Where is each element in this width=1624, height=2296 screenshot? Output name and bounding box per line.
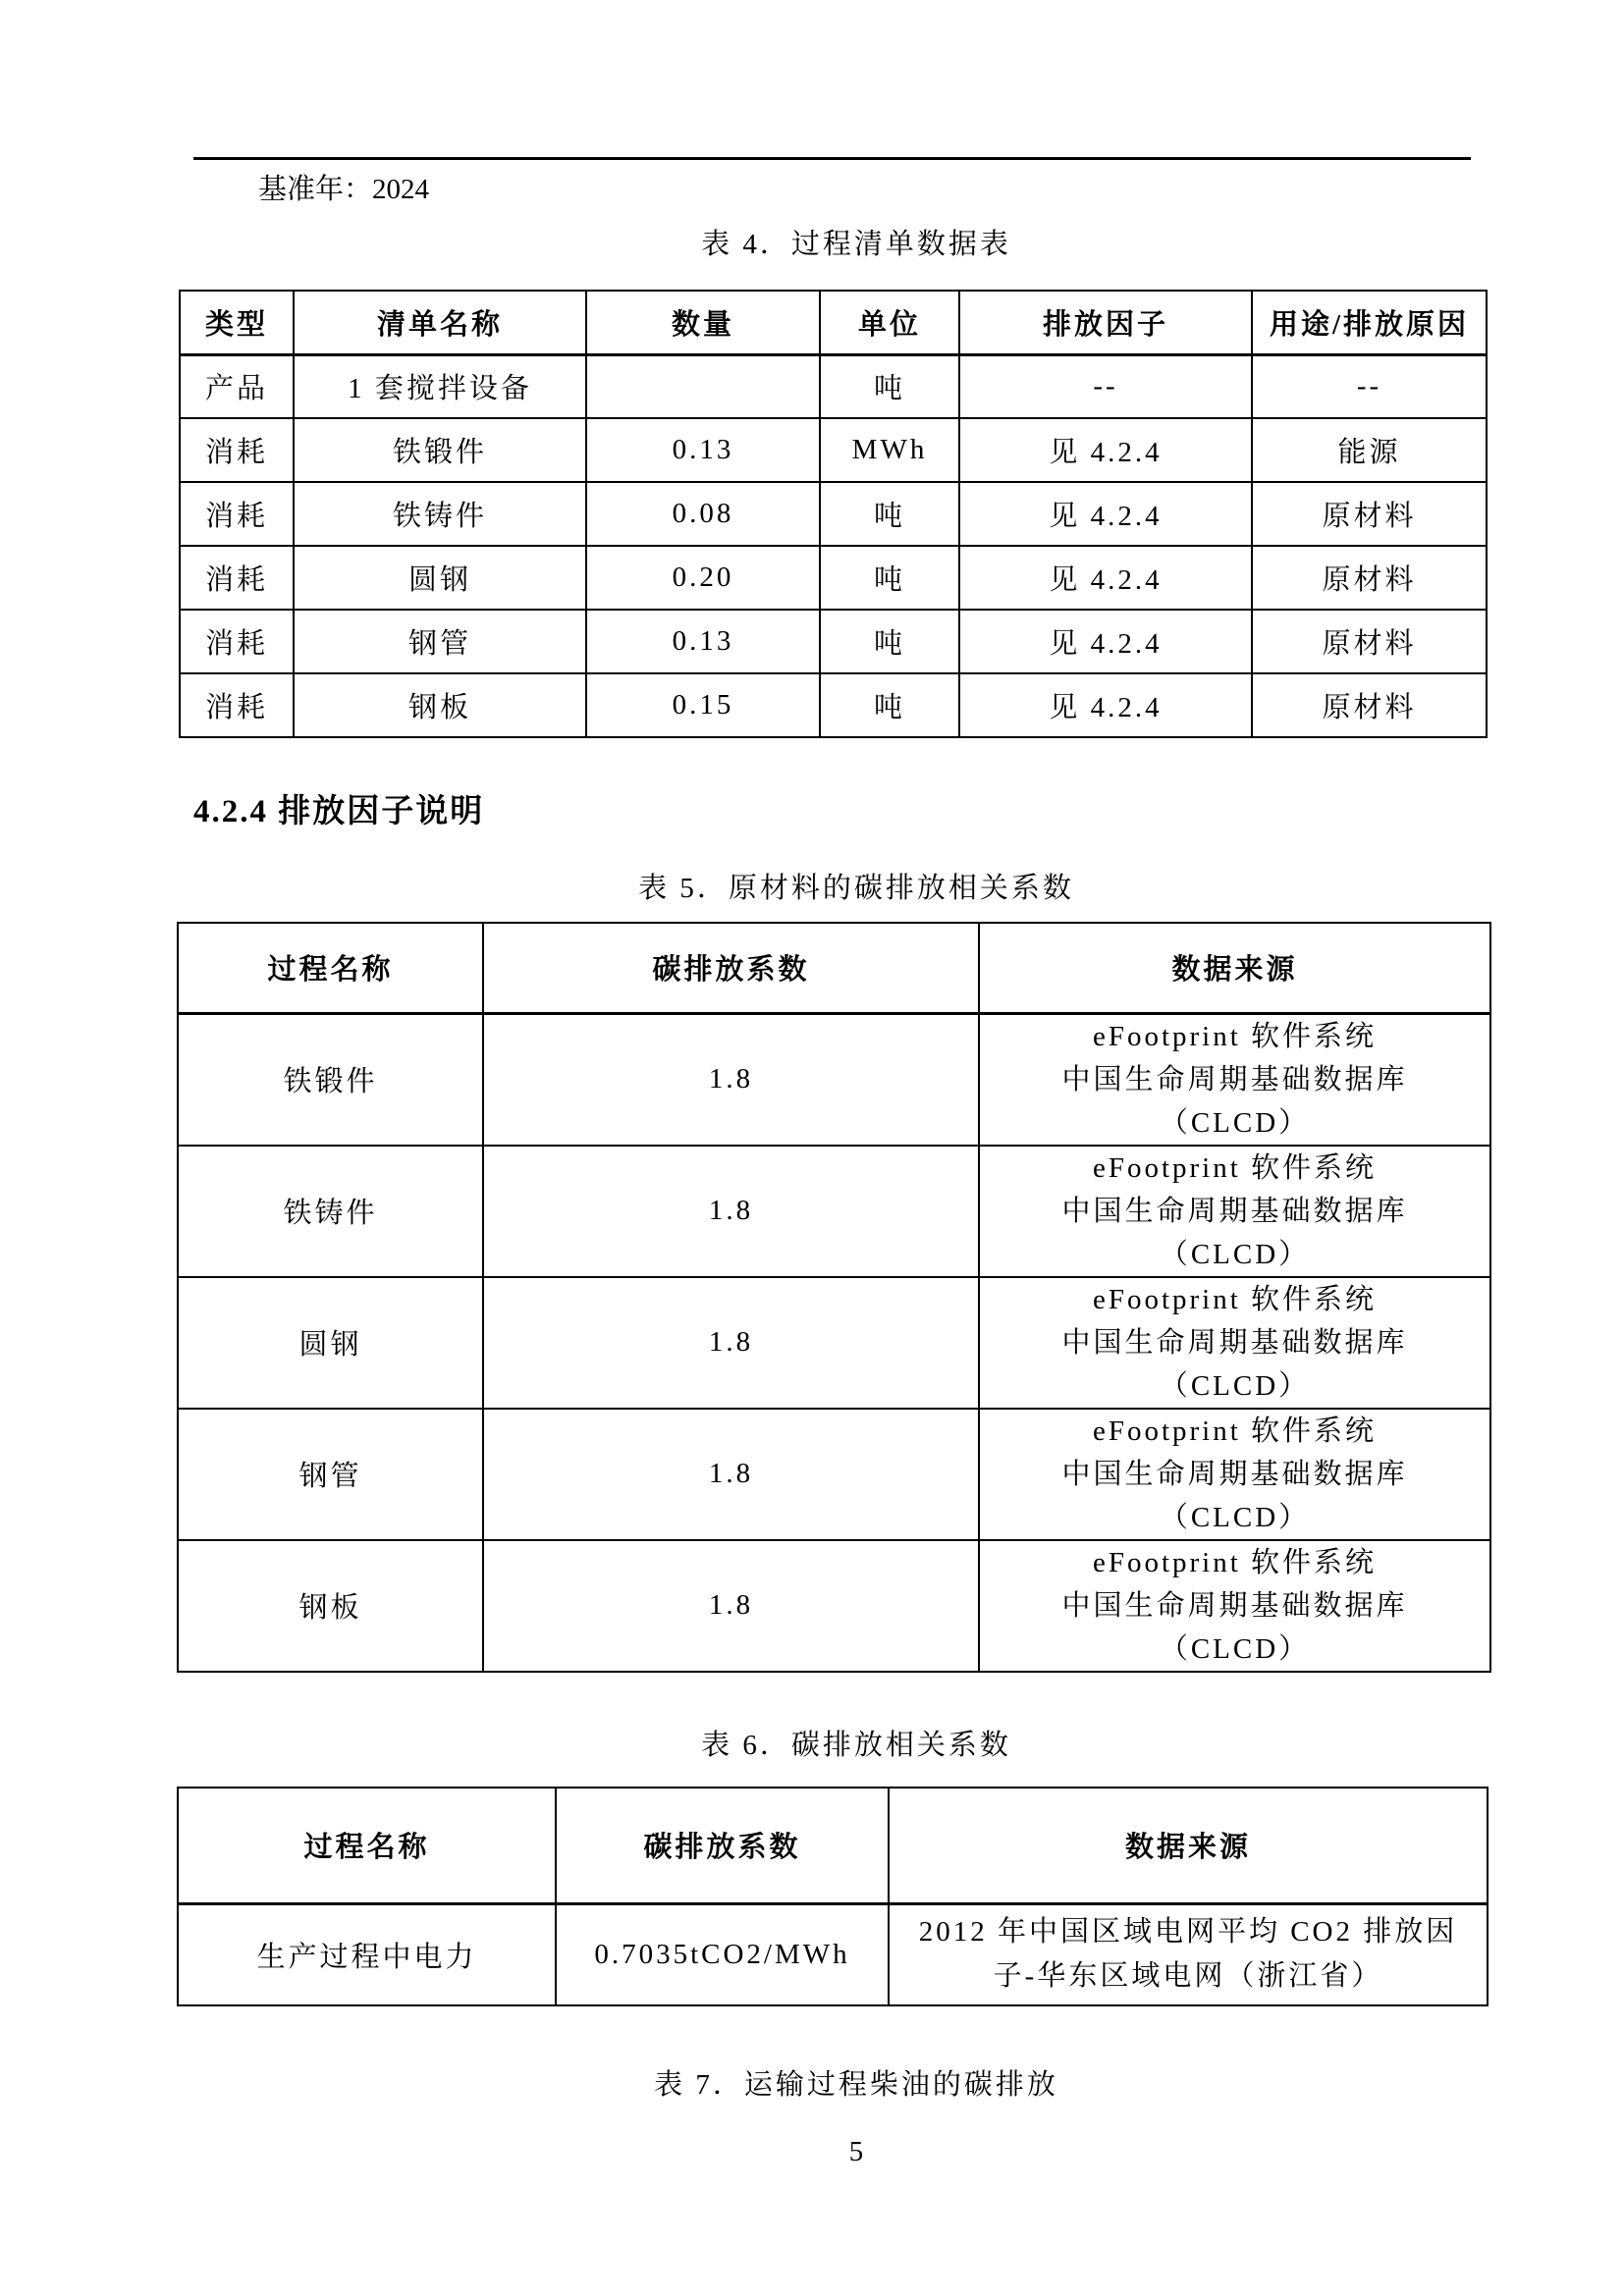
cell-carbon-coefficient: 0.7035tCO2/MWh xyxy=(556,1903,889,2005)
cell-inventory-name: 圆钢 xyxy=(294,546,586,610)
source-line: （CLCD） xyxy=(1159,1501,1311,1533)
source-line: 中国生命周期基础数据库 xyxy=(1061,1589,1408,1622)
page-number: 5 xyxy=(848,2136,864,2167)
section-heading: 4.2.4 排放因子说明 xyxy=(193,794,485,829)
cell-process-name: 钢管 xyxy=(178,1409,483,1540)
cell-type: 消耗 xyxy=(180,610,294,673)
cell-quantity xyxy=(586,354,820,418)
cell-emission-factor: -- xyxy=(959,354,1252,418)
cell-inventory-name: 铁锻件 xyxy=(294,418,586,482)
source-line: 中国生命周期基础数据库 xyxy=(1061,1458,1408,1490)
source-line: eFootprint 软件系统 xyxy=(1092,1283,1378,1315)
table-row xyxy=(180,610,1487,673)
cell-type: 消耗 xyxy=(180,546,294,610)
table-row xyxy=(178,1013,1490,1146)
cell-process-name: 铁铸件 xyxy=(178,1146,483,1277)
table6-carbon-coefficients xyxy=(177,1787,1489,2006)
column-header-data-source: 数据来源 xyxy=(979,923,1490,1013)
table6-header-row xyxy=(178,1788,1488,1903)
column-header-carbon-coefficient: 碳排放系数 xyxy=(483,923,979,1013)
table-row xyxy=(178,1146,1490,1277)
cell-use-reason: -- xyxy=(1252,354,1487,418)
cell-unit: MWh xyxy=(820,418,959,482)
table4-header-row xyxy=(180,291,1487,354)
table-row xyxy=(180,482,1487,546)
cell-emission-factor: 见 4.2.4 xyxy=(959,482,1252,546)
table-row xyxy=(180,418,1487,482)
source-line: （CLCD） xyxy=(1159,1369,1311,1402)
table-row xyxy=(180,354,1487,418)
cell-data-source xyxy=(979,1540,1490,1672)
cell-use-reason: 原材料 xyxy=(1252,482,1487,546)
cell-quantity: 0.08 xyxy=(586,482,820,546)
cell-inventory-name: 1 套搅拌设备 xyxy=(294,354,586,418)
source-line: eFootprint 软件系统 xyxy=(1092,1415,1378,1447)
source-line: 中国生命周期基础数据库 xyxy=(1061,1195,1408,1227)
cell-process-name: 钢板 xyxy=(178,1540,483,1672)
cell-process-name: 生产过程中电力 xyxy=(178,1903,556,2005)
cell-type: 产品 xyxy=(180,354,294,418)
cell-data-source xyxy=(979,1277,1490,1409)
source-line: （CLCD） xyxy=(1159,1238,1311,1270)
cell-unit: 吨 xyxy=(820,354,959,418)
cell-carbon-coefficient: 1.8 xyxy=(483,1277,979,1409)
cell-quantity: 0.13 xyxy=(586,418,820,482)
source-line: eFootprint 软件系统 xyxy=(1092,1020,1378,1052)
table7-caption: 表 7．运输过程柴油的碳排放 xyxy=(654,2069,1058,2101)
cell-emission-factor: 见 4.2.4 xyxy=(959,418,1252,482)
cell-emission-factor: 见 4.2.4 xyxy=(959,673,1252,737)
source-line: 中国生命周期基础数据库 xyxy=(1061,1063,1408,1095)
column-header-carbon-coefficient: 碳排放系数 xyxy=(556,1788,889,1903)
column-header-quantity: 数量 xyxy=(586,291,820,354)
cell-inventory-name: 钢管 xyxy=(294,610,586,673)
cell-type: 消耗 xyxy=(180,482,294,546)
source-line: eFootprint 软件系统 xyxy=(1092,1151,1378,1184)
cell-data-source xyxy=(889,1903,1488,2005)
table-row xyxy=(180,546,1487,610)
cell-emission-factor: 见 4.2.4 xyxy=(959,610,1252,673)
source-line: （CLCD） xyxy=(1159,1106,1311,1139)
cell-data-source xyxy=(979,1409,1490,1540)
cell-type: 消耗 xyxy=(180,418,294,482)
header-rule xyxy=(193,157,1471,160)
cell-unit: 吨 xyxy=(820,673,959,737)
source-line: eFootprint 软件系统 xyxy=(1092,1546,1378,1578)
column-header-emission-factor: 排放因子 xyxy=(959,291,1252,354)
table4-caption: 表 4．过程清单数据表 xyxy=(701,229,1011,260)
table5-header-row xyxy=(178,923,1490,1013)
cell-carbon-coefficient: 1.8 xyxy=(483,1540,979,1672)
cell-data-source xyxy=(979,1013,1490,1146)
table-row xyxy=(180,673,1487,737)
cell-inventory-name: 铁铸件 xyxy=(294,482,586,546)
column-header-data-source: 数据来源 xyxy=(889,1788,1488,1903)
cell-quantity: 0.15 xyxy=(586,673,820,737)
cell-process-name: 圆钢 xyxy=(178,1277,483,1409)
table-row xyxy=(178,1903,1488,2005)
cell-use-reason: 原材料 xyxy=(1252,610,1487,673)
cell-use-reason: 原材料 xyxy=(1252,546,1487,610)
table-row xyxy=(178,1540,1490,1672)
column-header-process-name: 过程名称 xyxy=(178,923,483,1013)
table6-caption: 表 6．碳排放相关系数 xyxy=(701,1730,1011,1761)
column-header-inventory-name: 清单名称 xyxy=(294,291,586,354)
table-row xyxy=(178,1409,1490,1540)
column-header-unit: 单位 xyxy=(820,291,959,354)
base-year-text: 基准年：2024 xyxy=(258,174,430,205)
cell-type: 消耗 xyxy=(180,673,294,737)
table5-material-coefficients xyxy=(177,922,1491,1673)
cell-unit: 吨 xyxy=(820,610,959,673)
cell-inventory-name: 钢板 xyxy=(294,673,586,737)
column-header-process-name: 过程名称 xyxy=(178,1788,556,1903)
cell-use-reason: 能源 xyxy=(1252,418,1487,482)
table4-process-inventory xyxy=(179,290,1488,738)
cell-carbon-coefficient: 1.8 xyxy=(483,1409,979,1540)
source-line: 2012 年中国区域电网平均 CO2 排放因 xyxy=(918,1916,1458,1949)
column-header-type: 类型 xyxy=(180,291,294,354)
cell-emission-factor: 见 4.2.4 xyxy=(959,546,1252,610)
source-line: （CLCD） xyxy=(1159,1632,1311,1665)
column-header-use-reason: 用途/排放原因 xyxy=(1252,291,1487,354)
table-row xyxy=(178,1277,1490,1409)
cell-carbon-coefficient: 1.8 xyxy=(483,1013,979,1146)
source-line: 中国生命周期基础数据库 xyxy=(1061,1326,1408,1359)
cell-use-reason: 原材料 xyxy=(1252,673,1487,737)
cell-data-source xyxy=(979,1146,1490,1277)
cell-quantity: 0.20 xyxy=(586,546,820,610)
cell-unit: 吨 xyxy=(820,482,959,546)
table5-caption: 表 5．原材料的碳排放相关系数 xyxy=(638,873,1074,904)
cell-carbon-coefficient: 1.8 xyxy=(483,1146,979,1277)
cell-process-name: 铁锻件 xyxy=(178,1013,483,1146)
cell-quantity: 0.13 xyxy=(586,610,820,673)
cell-unit: 吨 xyxy=(820,546,959,610)
source-line: 子-华东区域电网（浙江省） xyxy=(993,1960,1383,1993)
